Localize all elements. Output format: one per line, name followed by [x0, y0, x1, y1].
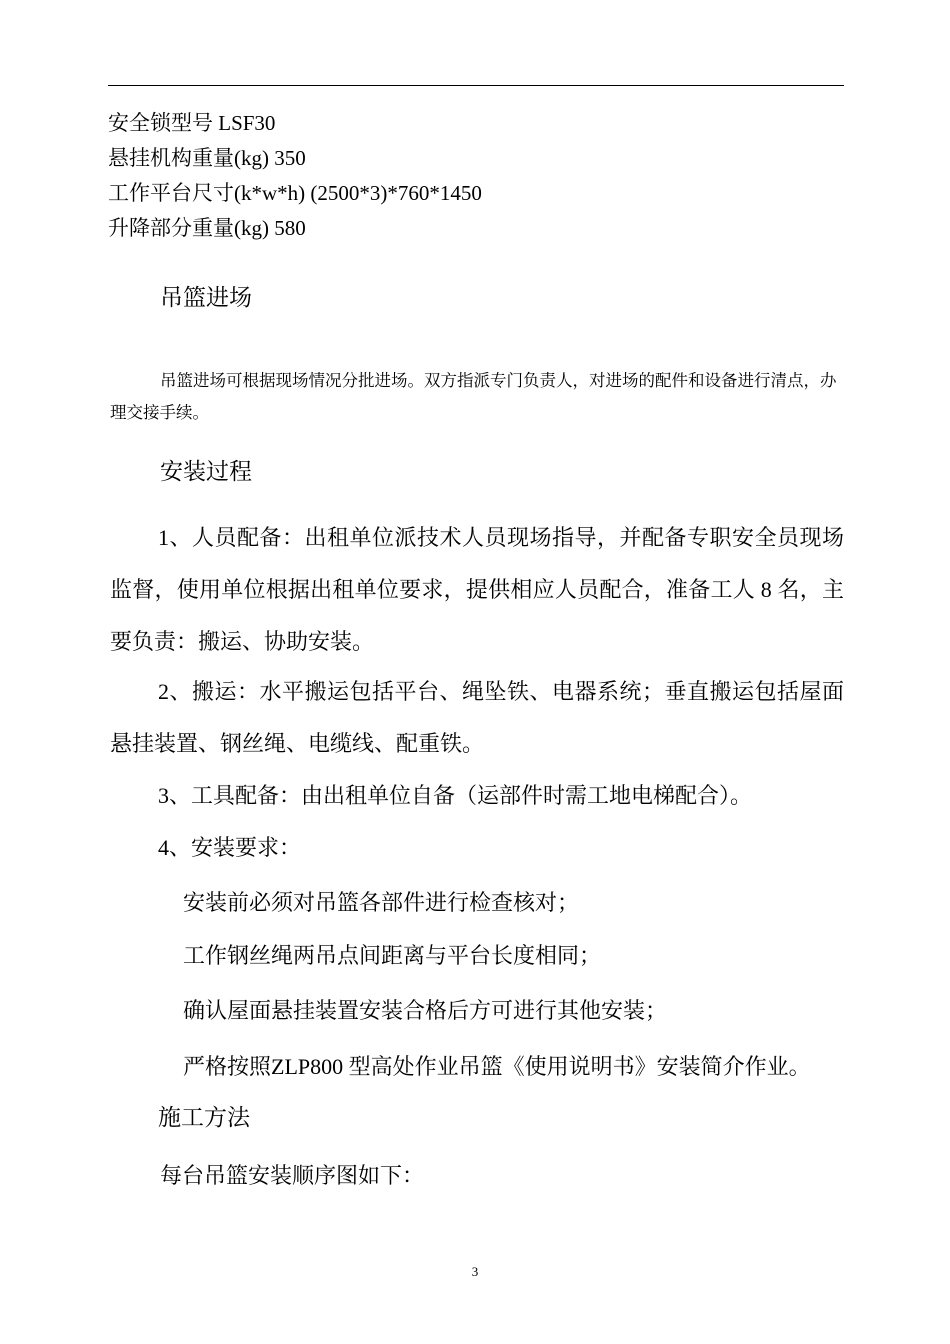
spec-lifting-weight: 升降部分重量(kg) 580 [108, 216, 306, 240]
line-install-sequence: 每台吊篮安装顺序图如下： [160, 1163, 425, 1188]
item-install-requirements: 4、安装要求： [158, 835, 302, 860]
heading-basket-entry: 吊篮进场 [160, 285, 252, 311]
heading-construction-method: 施工方法 [158, 1105, 250, 1131]
requirement-check-parts: 安装前必须对吊篮各部件进行检查核对； [183, 890, 580, 915]
item-staffing: 1、人员配备：出租单位派技术人员现场指导，并配备专职安全员现场监督，使用单位根据出租单位要求，提供相应人员配合，准备工人 8 名，主要负责：搬运、协助安装。 [110, 525, 844, 654]
spec-suspension-weight: 悬挂机构重量(kg) 350 [108, 146, 306, 170]
paragraph-basket-entry: 吊篮进场可根据现场情况分批进场。双方指派专门负责人，对进场的配件和设备进行清点，办理交接手续。 [110, 371, 837, 422]
requirement-rope-distance: 工作钢丝绳两吊点间距离与平台长度相同； [183, 943, 602, 968]
item-tools: 3、工具配备：由出租单位自备（运部件时需工地电梯配合）。 [158, 783, 753, 808]
page-number: 3 [471, 1264, 479, 1279]
requirement-roof-suspension: 确认屋面悬挂装置安装合格后方可进行其他安装； [183, 998, 668, 1023]
spec-platform-size: 工作平台尺寸(k*w*h) (2500*3)*760*1450 [108, 181, 482, 205]
header-rule [108, 85, 844, 86]
spec-safety-lock: 安全锁型号 LSF30 [108, 111, 276, 135]
requirement-manual: 严格按照ZLP800 型高处作业吊篮《使用说明书》安装简介作业。 [183, 1054, 811, 1079]
item-transport: 2、搬运：水平搬运包括平台、绳坠铁、电器系统；垂直搬运包括屋面悬挂装置、钢丝绳、电缆线、配重铁。 [110, 679, 844, 756]
heading-installation-process: 安装过程 [160, 459, 252, 485]
